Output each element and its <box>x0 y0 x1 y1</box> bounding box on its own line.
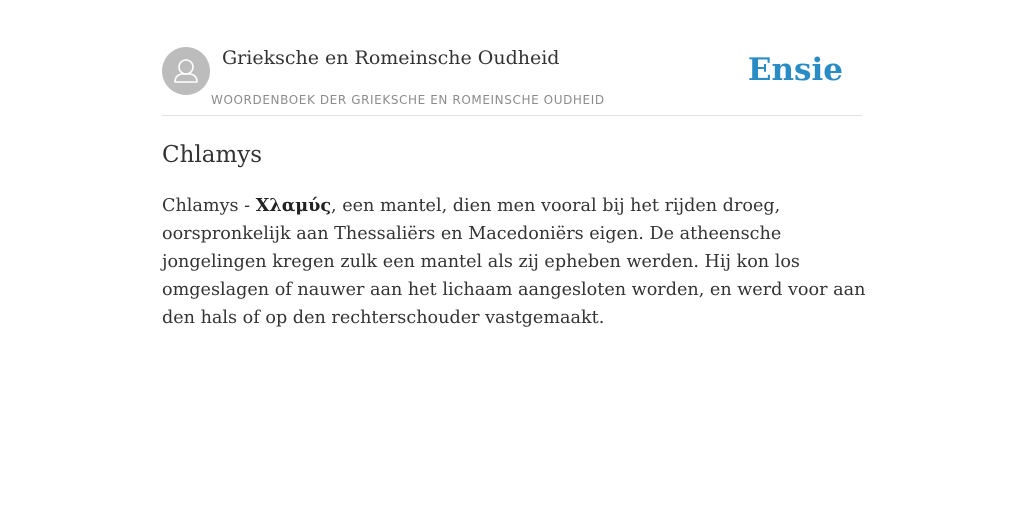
entry-term: Chlamys <box>162 196 239 216</box>
user-icon[interactable] <box>162 47 210 95</box>
term-separator: - <box>238 196 256 216</box>
entry-definition <box>162 192 874 332</box>
page <box>162 46 866 328</box>
greek-term: Χλαμύς <box>255 195 332 216</box>
source-title[interactable]: Grieksche en Romeinsche Oudheid <box>222 47 560 69</box>
entry-title: Chlamys <box>162 142 263 168</box>
source-subtitle: WOORDENBOEK DER GRIEKSCHE EN ROMEINSCHE OUDHEID <box>211 93 605 107</box>
ensie-logo-link[interactable]: Ensie <box>747 52 843 88</box>
definition-text: , een mantel, dien men vooral bij het rijden droeg, oorspronkelijk aan Thessaliërs en Macedoniërs eigen. De atheensche jongelingen kregen zulk een mantel als zij epheben werden. Hij kon los omgeslagen of nauwer aan het lichaam aangesloten worden, en werd voor aan den hals of op den rechterschouder vastgemaakt. <box>162 196 866 328</box>
source-header <box>162 46 862 116</box>
